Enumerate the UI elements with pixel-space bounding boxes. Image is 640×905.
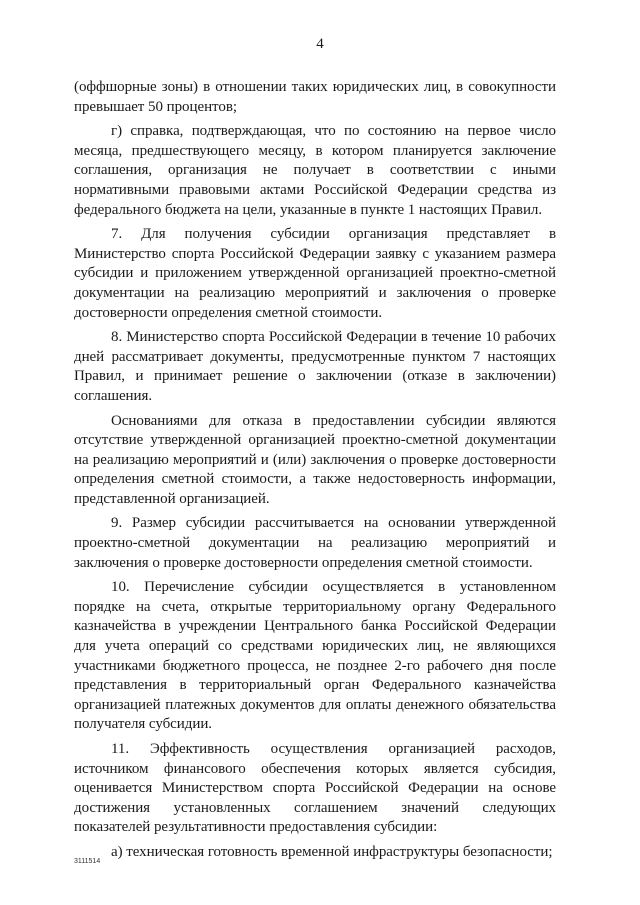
paragraph — [74, 412, 556, 510]
text-line: порядке на счета, открытые территориальному органу Федерального — [74, 598, 556, 615]
paragraph — [74, 578, 556, 735]
paragraph — [74, 78, 556, 117]
text-line: субсидии и приложением утвержденной организацией проектно-сметной — [74, 265, 556, 282]
text-line: казначейства в учреждении Центрального банка Российской Федерации — [74, 618, 556, 635]
text-line: нормативными правовыми актами Российской Федерации средства из — [74, 181, 556, 198]
text-line: 10. Перечисление субсидии осуществляется в установленном — [111, 579, 556, 596]
text-line: организацией платежных документов для оплаты денежного обязательства — [74, 696, 556, 713]
text-line: соглашения, организация не получает в соответствии с иными — [74, 162, 556, 179]
text-line: оценивается Министерством спорта Российской Федерации на основе — [74, 780, 556, 797]
text-line: соглашения. — [74, 387, 153, 404]
text-line: показателей результативности предоставления субсидии: — [74, 819, 438, 836]
text-line: превышает 50 процентов; — [74, 98, 237, 115]
document-code: 3111514 — [74, 858, 101, 865]
paragraph — [74, 514, 556, 573]
text-line: получателя субсидии. — [74, 716, 212, 733]
text-line: Основаниями для отказа в предоставлении субсидии являются — [111, 412, 556, 429]
text-line: г) справка, подтверждающая, что по состоянию на первое число — [111, 123, 556, 140]
text-line: заключения о проверке достоверности определения сметной стоимости. — [74, 554, 533, 571]
text-line: 9. Размер субсидии рассчитывается на основании утвержденной — [111, 515, 556, 532]
text-line: (оффшорные зоны) в отношении таких юридических лиц, в совокупности — [74, 79, 556, 95]
paragraph — [74, 328, 556, 406]
paragraph — [74, 225, 556, 323]
text-line: проектно-сметной документации на реализацию мероприятий и — [74, 535, 556, 552]
page-number: 4 — [316, 36, 324, 52]
text-line: документации на реализацию мероприятий и заключения о проверке — [74, 284, 556, 301]
text-line: 11. Эффективность осуществления организацией расходов, — [111, 741, 556, 757]
text-line: 7. Для получения субсидии организация представляет в — [111, 226, 556, 243]
text-line: участниками бюджетного процесса, не позднее 2-го рабочего дня после — [74, 657, 556, 674]
text-line: 8. Министерство спорта Российской Федерации в течение 10 рабочих — [111, 329, 556, 346]
text-line: определения сметной стоимости, а также недостоверность информации, — [74, 471, 556, 488]
text-line: для учета операций со средствами юридических лиц, не являющихся — [74, 638, 556, 655]
text-line: представленной организацией. — [74, 490, 270, 507]
document-body — [74, 78, 556, 868]
text-line: достоверности определения сметной стоимости. — [74, 304, 383, 321]
text-line: дней рассматривает документы, предусмотренные пунктом 7 настоящих — [74, 348, 556, 365]
text-line: а) техническая готовность временной инфраструктуры безопасности; — [111, 843, 553, 860]
text-line: представления в территориальный орган Федерального казначейства — [74, 677, 556, 694]
paragraph — [74, 740, 556, 838]
text-line: источником финансового обеспечения которых является субсидия, — [74, 760, 556, 777]
text-line: федерального бюджета на цели, указанные в пункте 1 настоящих Правил. — [74, 201, 543, 218]
text-line: отсутствие утвержденной организацией проектно-сметной документации — [74, 432, 556, 449]
text-line: на реализацию мероприятий и (или) заключения о проверке достоверности — [74, 451, 556, 468]
paragraph — [74, 122, 556, 220]
text-line: Министерство спорта Российской Федерации заявку с указанием размера — [74, 245, 556, 262]
text-line: месяца, предшествующего месяцу, в котором планируется заключение — [74, 142, 556, 159]
text-line: Правил, и принимает решение о заключении (отказе в заключении) — [74, 368, 556, 385]
text-line: достижения установленных соглашением значений следующих — [74, 799, 556, 816]
paragraph — [74, 843, 556, 863]
